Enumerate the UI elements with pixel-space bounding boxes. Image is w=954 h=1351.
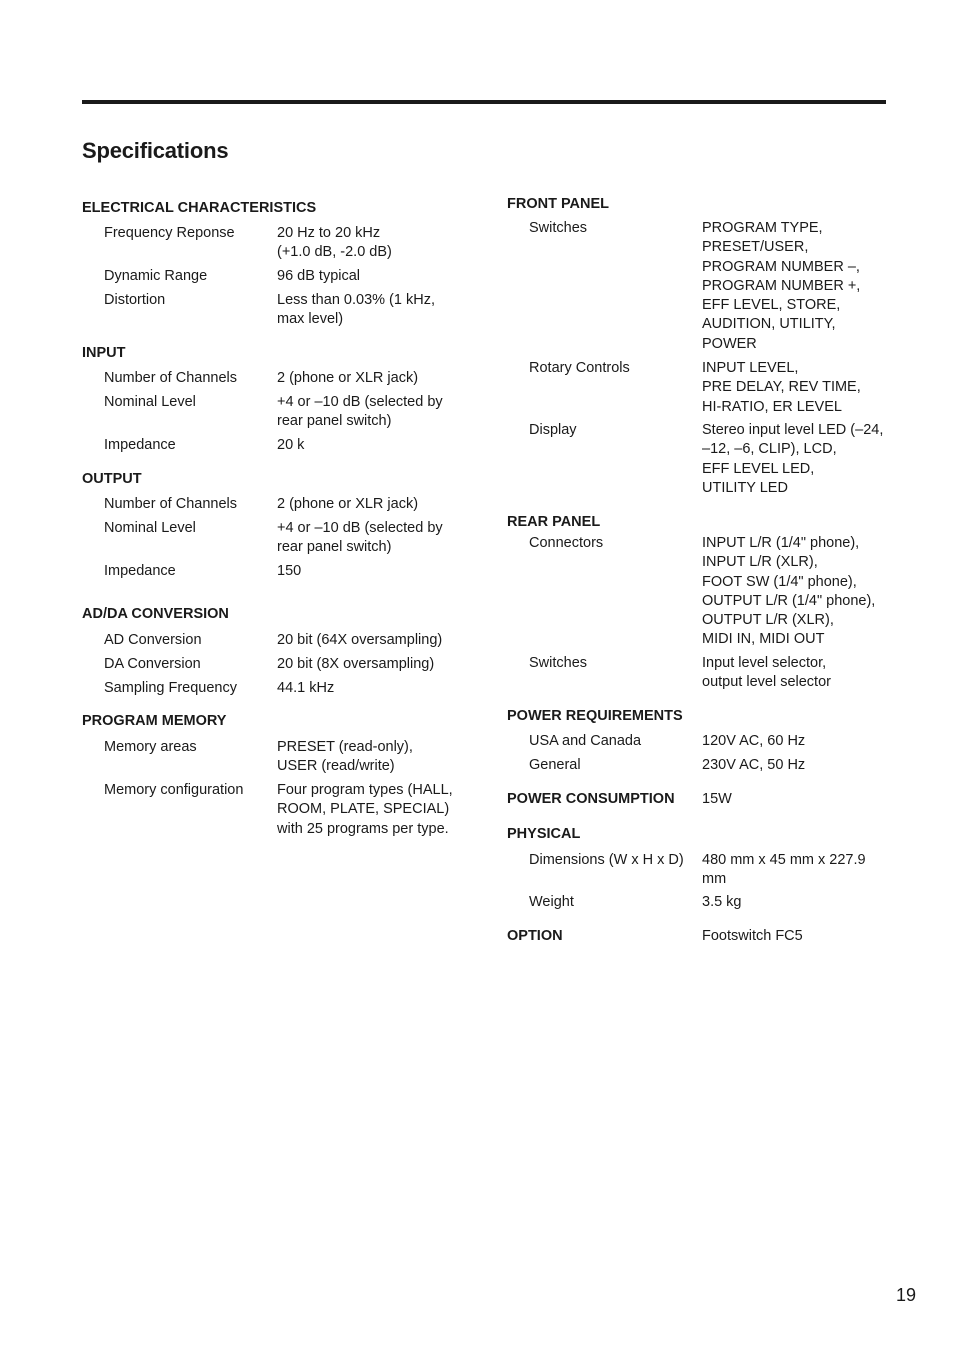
value-line: (+1.0 dB, -2.0 dB)	[277, 244, 392, 261]
section-option	[507, 927, 897, 946]
spec-value	[277, 655, 462, 674]
spec-value	[277, 781, 462, 839]
value-line: +4 or –10 dB (selected by	[277, 394, 443, 410]
value-line: FOOT SW (1/4" phone),	[702, 573, 857, 590]
section-heading: FRONT PANEL	[507, 196, 610, 212]
value-line: 20 Hz to 20 kHz	[277, 225, 381, 241]
spec-value	[277, 436, 462, 455]
spec-value	[702, 893, 897, 912]
value-line: rear panel switch)	[277, 413, 392, 430]
spec-value	[702, 359, 897, 417]
spec-label: Distortion	[104, 292, 166, 308]
value-line: Four program types (HALL,	[277, 782, 453, 798]
spec-value	[702, 756, 897, 775]
section-heading: OUTPUT	[82, 471, 142, 487]
spec-label: AD Conversion	[104, 632, 202, 648]
value-line: MIDI IN, MIDI OUT	[702, 631, 825, 648]
value-line: rear panel switch)	[277, 539, 392, 556]
spec-value	[277, 519, 462, 558]
value-line: max level)	[277, 311, 344, 328]
spec-value: Footswitch FC5	[702, 928, 803, 944]
value-line: AUDITION, UTILITY,	[702, 316, 836, 333]
spec-label: Frequency Reponse	[104, 225, 235, 241]
value-line: +4 or –10 dB (selected by	[277, 520, 443, 536]
spec-value: 15W	[702, 791, 732, 807]
value-line: –12, –6, CLIP), LCD,	[702, 441, 837, 458]
value-line: EFF LEVEL LED,	[702, 460, 815, 477]
header-rule	[82, 100, 886, 104]
spec-value	[277, 562, 462, 581]
spec-label: USA and Canada	[529, 733, 642, 749]
spec-value	[277, 291, 462, 330]
value-line: PROGRAM TYPE,	[702, 220, 823, 236]
section-electrical	[82, 199, 472, 328]
spec-value	[702, 851, 897, 890]
value-line: PRE DELAY, REV TIME,	[702, 379, 861, 396]
spec-label: Switches	[529, 655, 588, 671]
value-line: INPUT L/R (XLR),	[702, 554, 818, 571]
value-line: 3.5 kg	[702, 894, 742, 910]
section-heading: INPUT	[82, 345, 126, 361]
section-output	[82, 470, 472, 579]
value-line: PROGRAM NUMBER –,	[702, 258, 860, 275]
page-title: Specifications	[82, 138, 229, 163]
spec-value	[277, 393, 462, 432]
spec-label: Impedance	[104, 437, 176, 453]
value-line: 480 mm x 45 mm x 227.9	[702, 852, 866, 868]
value-line: 44.1 kHz	[277, 680, 335, 696]
spec-label: General	[529, 757, 581, 773]
spec-value	[702, 732, 897, 751]
section-front-panel	[507, 195, 897, 496]
value-line: 2 (phone or XLR jack)	[277, 496, 419, 512]
spec-label: Number of Channels	[104, 496, 237, 512]
value-line: INPUT L/R (1/4" phone),	[702, 535, 860, 551]
spec-label: DA Conversion	[104, 656, 201, 672]
value-line: OUTPUT L/R (1/4" phone),	[702, 592, 876, 609]
value-line: with 25 programs per type.	[277, 820, 449, 837]
spec-value	[702, 534, 897, 650]
value-line: OUTPUT L/R (XLR),	[702, 612, 834, 629]
spec-label: Dimensions (W x H x D)	[529, 852, 684, 868]
page-number: 19	[896, 1285, 917, 1305]
section-heading: OPTION	[507, 928, 563, 944]
value-line: HI-RATIO, ER LEVEL	[702, 398, 842, 415]
section-rear-panel	[507, 513, 897, 691]
spec-value	[277, 679, 462, 698]
section-heading: ELECTRICAL CHARACTERISTICS	[82, 200, 317, 216]
spec-label: Memory configuration	[104, 782, 244, 798]
value-line: PRESET (read-only),	[277, 739, 413, 755]
spec-value	[702, 654, 897, 693]
section-power-requirements	[507, 707, 897, 773]
spec-value	[702, 421, 897, 498]
spec-label: Display	[529, 422, 577, 438]
spec-label: Sampling Frequency	[104, 680, 237, 696]
spec-label: Switches	[529, 220, 588, 236]
spec-label: Nominal Level	[104, 394, 196, 410]
value-line: 120V AC, 60 Hz	[702, 733, 806, 749]
value-line: 96 dB typical	[277, 268, 361, 284]
value-line: 2 (phone or XLR jack)	[277, 370, 419, 386]
spec-value	[277, 495, 462, 514]
spec-label: Dynamic Range	[104, 268, 208, 284]
value-line: 20 bit (64X oversampling)	[277, 632, 443, 648]
spec-value	[277, 369, 462, 388]
section-input	[82, 344, 472, 453]
section-heading: POWER CONSUMPTION	[507, 791, 675, 807]
value-line: UTILITY LED	[702, 479, 788, 496]
section-heading: PHYSICAL	[507, 826, 581, 842]
value-line: mm	[702, 871, 727, 888]
section-program-memory	[82, 712, 472, 837]
spec-value	[277, 224, 462, 263]
value-line: POWER	[702, 335, 757, 352]
section-heading: PROGRAM MEMORY	[82, 713, 227, 729]
value-line: INPUT LEVEL,	[702, 360, 799, 376]
value-line: Stereo input level LED (–24,	[702, 422, 884, 438]
spec-value	[277, 738, 462, 777]
value-line: ROOM, PLATE, SPECIAL)	[277, 801, 450, 818]
value-line: PROGRAM NUMBER +,	[702, 277, 861, 294]
section-heading: REAR PANEL	[507, 514, 601, 530]
section-power-consumption	[507, 790, 897, 809]
value-line: EFF LEVEL, STORE,	[702, 297, 841, 314]
section-heading: POWER REQUIREMENTS	[507, 708, 683, 724]
section-heading: AD/DA CONVERSION	[82, 606, 229, 622]
spec-label: Nominal Level	[104, 520, 196, 536]
spec-value	[277, 631, 462, 650]
value-line: Less than 0.03% (1 kHz,	[277, 292, 435, 308]
spec-label: Number of Channels	[104, 370, 237, 386]
value-line: PRESET/USER,	[702, 239, 809, 256]
section-adda-conversion	[82, 605, 472, 696]
spec-label: Connectors	[529, 535, 604, 551]
section-physical	[507, 825, 897, 910]
value-line: Input level selector,	[702, 655, 827, 671]
value-line: USER (read/write)	[277, 758, 395, 775]
value-line: 230V AC, 50 Hz	[702, 757, 806, 773]
spec-value	[702, 219, 897, 354]
spec-value	[277, 267, 462, 286]
value-line: 150	[277, 563, 302, 579]
spec-label: Impedance	[104, 563, 176, 579]
spec-label: Rotary Controls	[529, 360, 630, 376]
value-line: 20 k	[277, 437, 305, 453]
spec-label: Memory areas	[104, 739, 197, 755]
value-line: output level selector	[702, 674, 831, 691]
value-line: 20 bit (8X oversampling)	[277, 656, 435, 672]
spec-label: Weight	[529, 894, 574, 910]
